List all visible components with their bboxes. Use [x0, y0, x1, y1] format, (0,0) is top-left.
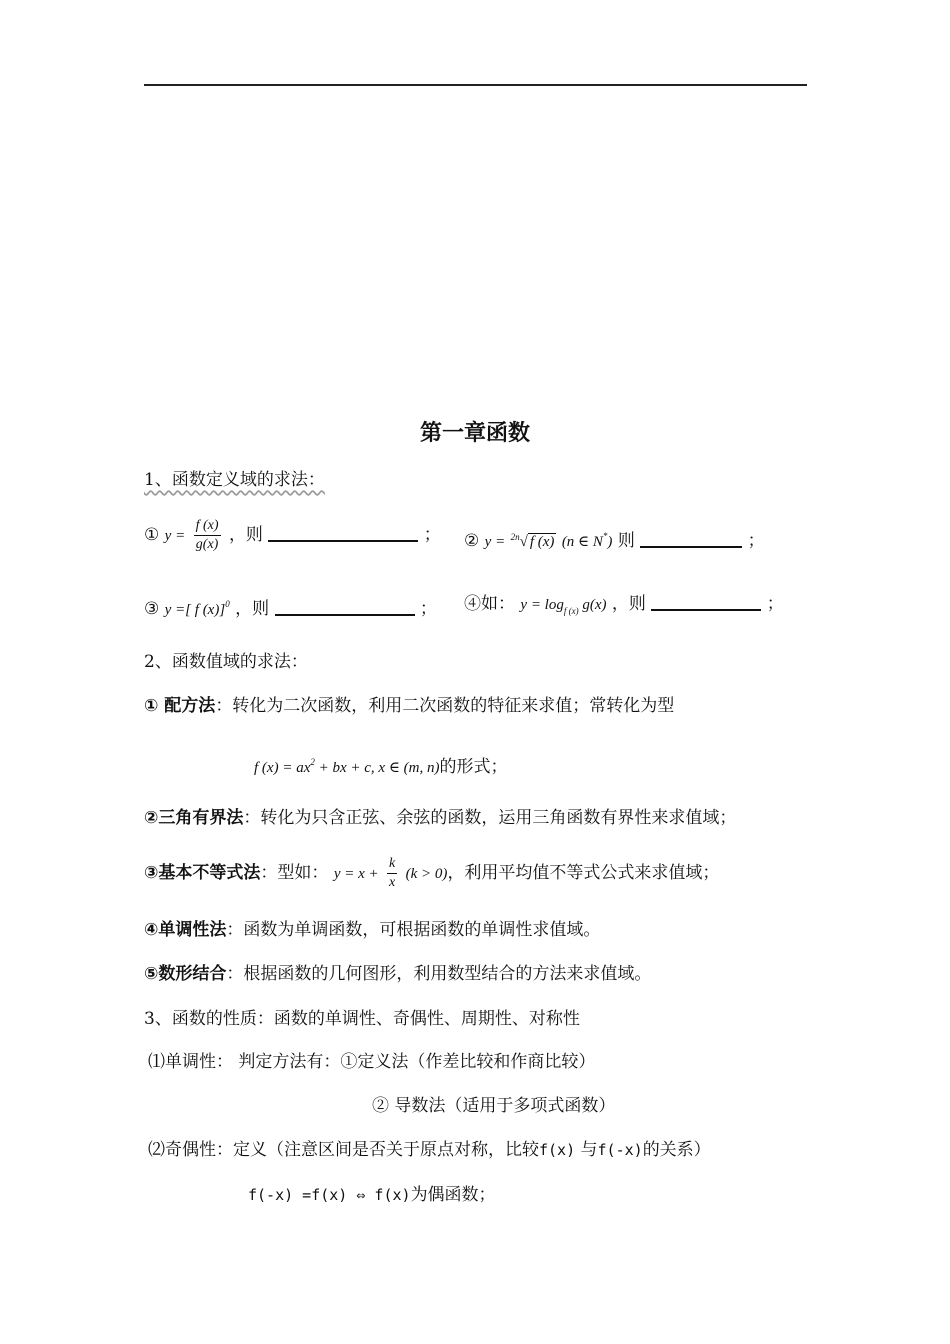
section-1-heading: [144, 468, 325, 492]
parity-even-expr: f(-x) =f(x) ⇔ f(x): [248, 1186, 411, 1204]
property-parity: [148, 1138, 711, 1162]
method-3-lhs: y = x +: [333, 866, 379, 882]
item-2-blank[interactable]: [640, 530, 742, 548]
item-4-arg: g(x): [578, 597, 607, 613]
item-2-star: *: [602, 531, 608, 541]
method-3-condition: (k > 0): [405, 866, 448, 882]
section-1-heading-text: 1、函数定义域的求法：: [144, 470, 325, 490]
item-4-blank[interactable]: [651, 593, 761, 611]
domain-item-3: [144, 592, 437, 622]
domain-item-2: [464, 524, 765, 554]
method-3: [144, 850, 719, 897]
item-2-tail: 则: [617, 531, 635, 551]
item-1-numerator: f (x): [195, 518, 219, 533]
item-1-denominator: g(x): [194, 535, 221, 554]
item-3-blank[interactable]: [275, 598, 415, 616]
item-4-end: ；: [766, 594, 784, 614]
method-2-text: ：转化为只含正弦、余弦的函数，运用三角函数有界性来求值域；: [243, 808, 737, 828]
item-1-end: ；: [423, 525, 441, 545]
method-5: [144, 962, 651, 986]
header-rule: [144, 84, 807, 86]
parity-fmx: f(-x): [597, 1141, 643, 1159]
item-4-lhs: y = log: [520, 597, 564, 613]
item-2-close: ): [607, 534, 613, 550]
item-2-mark: ②: [464, 531, 480, 551]
method-1-formula-a: f (x) = ax: [254, 760, 311, 776]
method-3-fraction: [387, 855, 397, 892]
parity-even-rule: [248, 1183, 496, 1207]
item-3-end: ；: [419, 599, 437, 619]
method-3-text-b: ，利用平均值不等式公式来求值域；: [447, 863, 720, 883]
domain-item-4: [464, 592, 784, 623]
method-4-label: ④单调性法: [144, 920, 227, 940]
chapter-title: 第一章函数: [419, 421, 530, 446]
method-4: [144, 918, 600, 942]
parity-fx: f(x): [539, 1141, 576, 1159]
item-2-lhs: y =: [484, 534, 506, 550]
item-1-mark: ①: [144, 525, 160, 545]
radical-sign-icon: √: [519, 534, 528, 550]
method-1-formula-tail: 的形式；: [439, 757, 508, 777]
item-2-condition: (n ∈ N: [561, 534, 603, 550]
method-3-denominator: x: [389, 875, 396, 890]
method-3-text-a: ：型如：: [260, 863, 329, 883]
section-2-heading: 2、函数值域的求法：: [144, 652, 308, 672]
parity-text-b: 与: [575, 1140, 598, 1160]
parity-text-a: ⑵奇偶性：定义（注意区间是否关于原点对称，比较: [148, 1140, 539, 1160]
method-2-label: ②三角有界法: [144, 808, 244, 828]
item-1-tail: ，则: [228, 525, 263, 545]
method-3-label: ③基本不等式法: [144, 863, 261, 883]
method-1-formula-exp: 2: [310, 757, 315, 767]
parity-even-text: 为偶函数；: [410, 1185, 496, 1205]
item-2-root-index: 2n: [510, 532, 520, 542]
item-2-radicand: f (x): [529, 534, 555, 550]
method-4-text: ：函数为单调函数，可根据函数的单调性求值域。: [226, 920, 601, 940]
method-2: [144, 806, 736, 830]
method-1-text: ：转化为二次函数，利用二次函数的特征来求值；常转化为型: [215, 696, 675, 716]
item-4-base: f (x): [563, 606, 579, 616]
method-1-formula: [254, 750, 508, 780]
property-monotonicity: ⑴单调性： 判定方法有：①定义法（作差比较和作商比较）: [148, 1052, 596, 1072]
method-1-formula-b: + bx + c, x ∈ (m, n): [314, 760, 440, 776]
section-3-heading: 3、函数的性质：函数的单调性、奇偶性、周期性、对称性: [144, 1009, 580, 1029]
item-4-tail: ，则: [611, 594, 646, 614]
item-3-mark: ③: [144, 599, 160, 619]
method-1-label: ① 配方法: [144, 696, 216, 716]
item-3-expr: y =[ f (x)]: [164, 602, 226, 618]
method-1: [144, 694, 674, 718]
item-4-mark: ④如：: [464, 594, 515, 614]
property-monotonicity-derivative: ② 导数法（适用于多项式函数）: [372, 1096, 616, 1116]
method-5-label: ⑤数形结合: [144, 964, 227, 984]
item-1-fraction: [194, 517, 221, 554]
item-3-exponent: 0: [225, 599, 230, 609]
domain-item-1: [144, 512, 441, 559]
item-1-blank[interactable]: [268, 524, 418, 542]
method-3-numerator: k: [389, 856, 396, 871]
item-2-end: ；: [747, 531, 765, 551]
item-1-lhs: y =: [164, 528, 186, 544]
item-3-tail: ，则: [235, 599, 270, 619]
method-5-text: ：根据函数的几何图形，利用数型结合的方法来求值域。: [226, 964, 652, 984]
parity-text-c: 的关系）: [642, 1140, 711, 1160]
